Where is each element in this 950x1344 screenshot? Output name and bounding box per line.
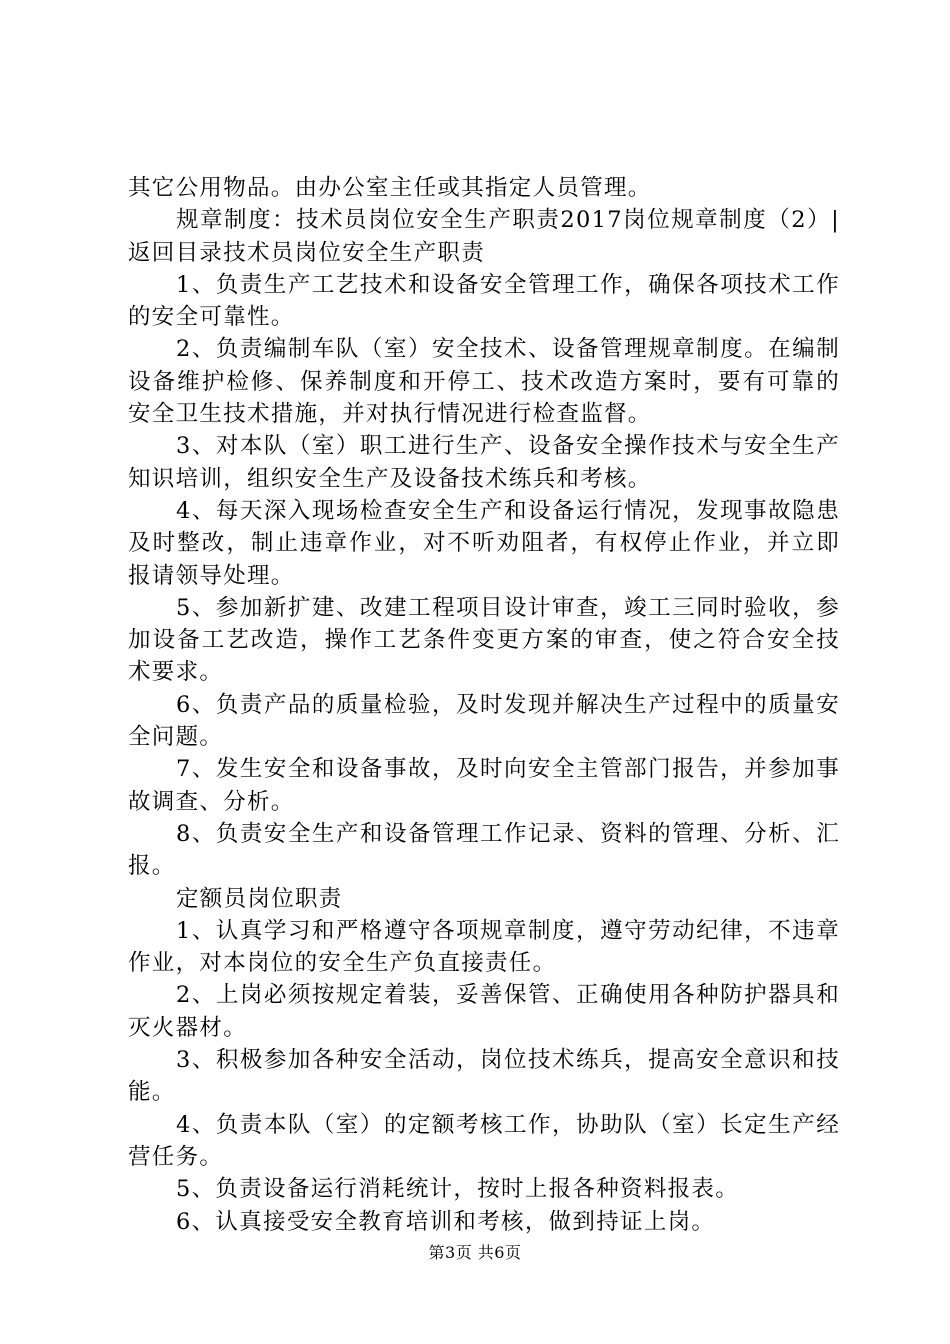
paragraph-8: 6、负责产品的质量检验，及时发现并解决生产过程中的质量安全问题。: [128, 691, 840, 751]
paragraph-15: 4、负责本队（室）的定额考核工作，协助队（室）长定生产经营任务。: [128, 1111, 840, 1170]
paragraph-5: 3、对本队（室）职工进行生产、设备安全操作技术与安全生产知识培训，组织安全生产及设备技术练兵和考核。: [128, 433, 840, 492]
paragraph-6: 4、每天深入现场检查安全生产和设备运行情况，发现事故隐患及时整改，制止违章作业，对不听劝阻者，有权停止作业，并立即报请领导处理。: [128, 497, 840, 589]
paragraph-17: 6、认真接受安全教育培训和考核，做到持证上岗。: [176, 1208, 716, 1235]
paragraph-3: 1、负责生产工艺技术和设备安全管理工作，确保各项技术工作的安全可靠性。: [128, 271, 840, 331]
paragraph-12: 1、认真学习和严格遵守各项规章制度，遵守劳动纪律，不违章作业，对本岗位的安全生产负直接责任。: [128, 917, 840, 977]
paragraph-4: 2、负责编制车队（室）安全技术、设备管理规章制度。在编制设备维护检修、保养制度和开停工、技术改造方案时，要有可靠的安全卫生技术措施，并对执行情况进行检查监督。: [128, 336, 840, 428]
paragraph-10: 8、负责安全生产和设备管理工作记录、资料的管理、分析、汇报。: [128, 820, 840, 880]
paragraph-2: 规章制度：技术员岗位安全生产职责2017岗位规章制度（2）|返回目录技术员岗位安全生产职责: [128, 207, 840, 266]
paragraph-7: 5、参加新扩建、改建工程项目设计审查，竣工三同时验收，参加设备工艺改造，操作工艺条件变更方案的审查，使之符合安全技术要求。: [128, 594, 840, 686]
document-body: [128, 172, 840, 1238]
page-number-footer: 第3页 共6页: [428, 1243, 522, 1262]
section-heading: 定额员岗位职责: [176, 885, 343, 912]
paragraph-14: 3、积极参加各种安全活动，岗位技术练兵，提高安全意识和技能。: [128, 1047, 840, 1106]
paragraph-16: 5、负责设备运行消耗统计，按时上报各种资料报表。: [176, 1176, 740, 1203]
paragraph-9: 7、发生安全和设备事故，及时向安全主管部门报告，并参加事故调查、分析。: [128, 756, 840, 815]
paragraph-1: 其它公用物品。由办公室主任或其指定人员管理。: [128, 175, 652, 201]
paragraph-13: 2、上岗必须按规定着装，妥善保管、正确使用各种防护器具和灭火器材。: [128, 982, 840, 1041]
